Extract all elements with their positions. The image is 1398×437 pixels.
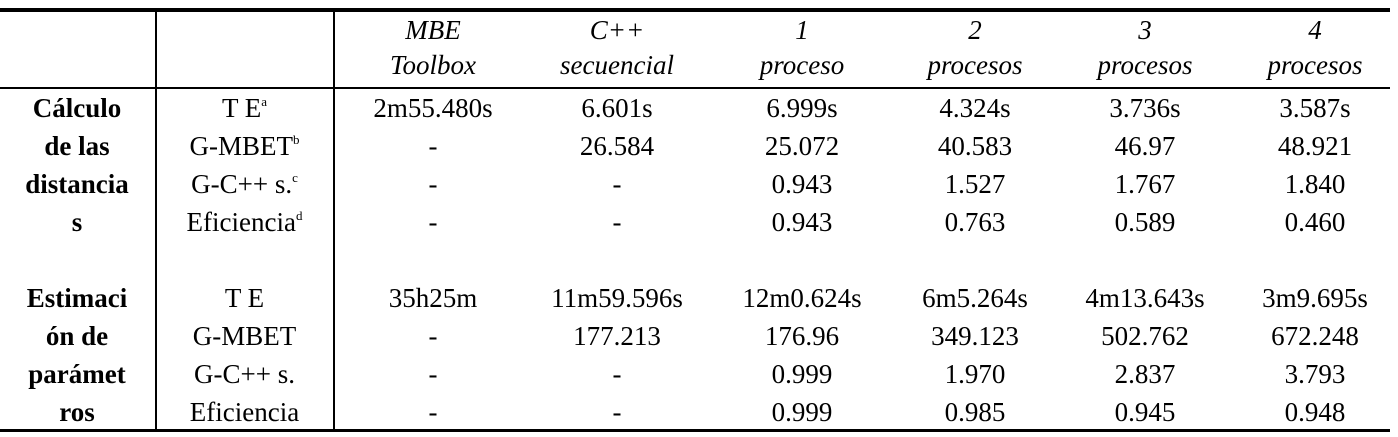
table-cell: 48.921 bbox=[1277, 131, 1353, 161]
table-cell: - bbox=[428, 169, 438, 199]
footnote-marker: c bbox=[292, 170, 298, 185]
table-cell: 6.601s bbox=[581, 93, 653, 123]
metric-name: G-C++ s. bbox=[191, 169, 293, 199]
metric-name: Eficiencia bbox=[186, 207, 296, 237]
table-cell: 40.583 bbox=[937, 131, 1013, 161]
column-header-line1: MBE bbox=[405, 15, 461, 45]
table-cell: - bbox=[428, 397, 438, 427]
column-header-line1: 1 bbox=[795, 15, 809, 45]
table-cell: - bbox=[612, 397, 622, 427]
table-cell: 0.943 bbox=[771, 207, 833, 237]
table-cell: 0.999 bbox=[771, 359, 833, 389]
table-cell: 4m13.643s bbox=[1085, 283, 1205, 313]
table-cell: 3.587s bbox=[1279, 93, 1351, 123]
table-cell: 176.96 bbox=[764, 321, 840, 351]
column-header-line1: C++ bbox=[589, 15, 645, 45]
column-header-line2: Toolbox bbox=[389, 50, 477, 80]
table-cell: 0.948 bbox=[1284, 397, 1346, 427]
table-cell: 177.213 bbox=[573, 321, 661, 351]
group-label-line: distancia bbox=[25, 169, 129, 199]
metric-label bbox=[158, 355, 331, 393]
column-divider bbox=[333, 10, 335, 431]
table-cell: 4.324s bbox=[939, 93, 1011, 123]
table-cell: - bbox=[428, 359, 438, 389]
metric-label bbox=[158, 393, 331, 431]
footnote-marker: b bbox=[293, 132, 300, 147]
metric-name: T E bbox=[224, 283, 265, 313]
table-cell: 6.999s bbox=[766, 93, 838, 123]
table-cell: 6m5.264s bbox=[922, 283, 1028, 313]
metric-label bbox=[158, 165, 331, 203]
metric-label bbox=[158, 127, 331, 165]
table-cell: 0.589 bbox=[1114, 207, 1176, 237]
table-cell: - bbox=[428, 131, 438, 161]
top-rule bbox=[0, 8, 1390, 12]
table-cell: - bbox=[428, 207, 438, 237]
table-cell: 1.970 bbox=[944, 359, 1006, 389]
metric-name: G-MBET bbox=[192, 321, 297, 351]
column-header-line1: 2 bbox=[968, 15, 982, 45]
table-cell: 502.762 bbox=[1101, 321, 1189, 351]
column-header-line1: 4 bbox=[1308, 15, 1322, 45]
table-cell: 3.736s bbox=[1109, 93, 1181, 123]
table-cell: 0.763 bbox=[944, 207, 1006, 237]
column-header-line2: procesos bbox=[1267, 50, 1363, 80]
metric-label bbox=[158, 317, 331, 355]
column-divider bbox=[155, 10, 157, 431]
group-label-line: s bbox=[71, 207, 83, 237]
metric-name: Eficiencia bbox=[189, 397, 300, 427]
metric-name: T E bbox=[221, 93, 262, 123]
table-cell: 2m55.480s bbox=[373, 93, 493, 123]
table-cell: 2.837 bbox=[1114, 359, 1176, 389]
footnote-marker: d bbox=[295, 208, 303, 223]
table-cell: - bbox=[428, 321, 438, 351]
table-cell: 12m0.624s bbox=[742, 283, 862, 313]
metric-name: G-MBET bbox=[189, 131, 293, 161]
table-cell: 3.793 bbox=[1284, 359, 1346, 389]
metric-label bbox=[158, 89, 331, 127]
table-cell: 46.97 bbox=[1114, 131, 1176, 161]
table-cell: 3m9.695s bbox=[1262, 283, 1368, 313]
table-cell: 11m59.596s bbox=[551, 283, 683, 313]
table-cell: 1.840 bbox=[1284, 169, 1346, 199]
table-cell: - bbox=[612, 169, 622, 199]
table-cell: 0.943 bbox=[771, 169, 833, 199]
table-cell: 0.945 bbox=[1114, 397, 1176, 427]
metric-label bbox=[158, 203, 331, 241]
table-cell: 35h25m bbox=[388, 283, 478, 313]
table-cell: 25.072 bbox=[764, 131, 840, 161]
table-cell: - bbox=[612, 359, 622, 389]
metric-label bbox=[158, 279, 331, 317]
table-cell: 672.248 bbox=[1271, 321, 1359, 351]
footnote-marker: a bbox=[261, 94, 268, 109]
group-label-line: Estimaci bbox=[26, 283, 128, 313]
group-label-line: parámet bbox=[28, 359, 126, 389]
column-header-line2: procesos bbox=[927, 50, 1023, 80]
table-cell: 1.767 bbox=[1114, 169, 1176, 199]
table-cell: 0.985 bbox=[944, 397, 1006, 427]
metric-name: G-C++ s. bbox=[194, 359, 295, 389]
table-cell: 349.123 bbox=[931, 321, 1019, 351]
column-header-line2: secuencial bbox=[560, 50, 674, 80]
column-header-line2: proceso bbox=[759, 50, 845, 80]
table-cell: 1.527 bbox=[944, 169, 1006, 199]
table-cell: 0.460 bbox=[1284, 207, 1346, 237]
group-label-line: de las bbox=[44, 131, 110, 161]
column-header-line1: 3 bbox=[1138, 15, 1152, 45]
group-label-line: ón de bbox=[45, 321, 109, 351]
table-cell: 26.584 bbox=[579, 131, 655, 161]
group-label-line: ros bbox=[59, 397, 95, 427]
table-cell: 0.999 bbox=[771, 397, 833, 427]
group-label-line: Cálculo bbox=[32, 93, 122, 123]
table-cell: - bbox=[612, 207, 622, 237]
column-header-line2: procesos bbox=[1097, 50, 1193, 80]
